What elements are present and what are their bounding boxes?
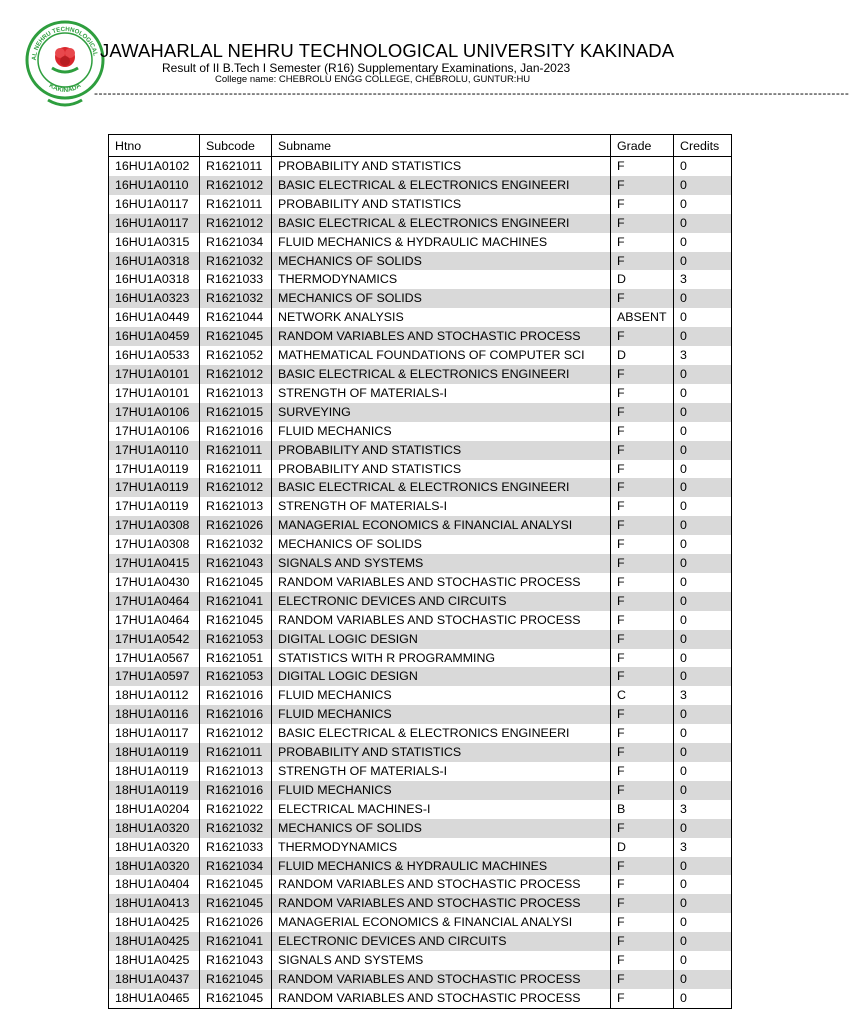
- table-row: [109, 233, 732, 252]
- credits-cell: 0: [674, 705, 732, 724]
- grade-cell: F: [611, 497, 674, 516]
- column-header-credits: Credits: [674, 135, 732, 157]
- credits-cell: 0: [674, 384, 732, 403]
- htno-cell: 17HU1A0119: [109, 460, 200, 479]
- page-title: JAWAHARLAL NEHRU TECHNOLOGICAL UNIVERSITY KAKINADA: [100, 40, 675, 61]
- subname-cell: PROBABILITY AND STATISTICS: [272, 460, 611, 479]
- credits-cell: 0: [674, 289, 732, 308]
- credits-cell: 0: [674, 233, 732, 252]
- subcode-cell: R1621032: [200, 535, 272, 554]
- htno-cell: 17HU1A0101: [109, 384, 200, 403]
- htno-cell: 16HU1A0315: [109, 233, 200, 252]
- htno-cell: 18HU1A0320: [109, 819, 200, 838]
- subname-cell: ELECTRICAL MACHINES-I: [272, 800, 611, 819]
- grade-cell: F: [611, 214, 674, 233]
- htno-cell: 16HU1A0318: [109, 270, 200, 289]
- grade-cell: F: [611, 611, 674, 630]
- htno-cell: 16HU1A0102: [109, 157, 200, 176]
- subcode-cell: R1621051: [200, 649, 272, 668]
- table-row: [109, 289, 732, 308]
- subname-cell: FLUID MECHANICS: [272, 705, 611, 724]
- subname-cell: MECHANICS OF SOLIDS: [272, 819, 611, 838]
- table-row: [109, 800, 732, 819]
- subcode-cell: R1621034: [200, 233, 272, 252]
- subname-cell: FLUID MECHANICS & HYDRAULIC MACHINES: [272, 233, 611, 252]
- subname-cell: PROBABILITY AND STATISTICS: [272, 441, 611, 460]
- subname-cell: THERMODYNAMICS: [272, 838, 611, 857]
- credits-cell: 0: [674, 875, 732, 894]
- table-row: [109, 686, 732, 705]
- credits-cell: 3: [674, 270, 732, 289]
- table-row: [109, 970, 732, 989]
- credits-cell: 0: [674, 422, 732, 441]
- credits-cell: 0: [674, 460, 732, 479]
- credits-cell: 0: [674, 667, 732, 686]
- subcode-cell: R1621045: [200, 611, 272, 630]
- table-row: [109, 894, 732, 913]
- grade-cell: F: [611, 819, 674, 838]
- htno-cell: 18HU1A0119: [109, 762, 200, 781]
- subname-cell: STRENGTH OF MATERIALS-I: [272, 384, 611, 403]
- htno-cell: 16HU1A0449: [109, 308, 200, 327]
- table-row: [109, 554, 732, 573]
- table-row: [109, 819, 732, 838]
- subcode-cell: R1621012: [200, 176, 272, 195]
- subname-cell: PROBABILITY AND STATISTICS: [272, 195, 611, 214]
- table-row: [109, 611, 732, 630]
- table-header-row: [109, 135, 732, 157]
- htno-cell: 16HU1A0459: [109, 327, 200, 346]
- subcode-cell: R1621011: [200, 460, 272, 479]
- subname-cell: RANDOM VARIABLES AND STOCHASTIC PROCESS: [272, 327, 611, 346]
- subcode-cell: R1621013: [200, 497, 272, 516]
- subcode-cell: R1621011: [200, 195, 272, 214]
- table-row: [109, 573, 732, 592]
- htno-cell: 17HU1A0119: [109, 478, 200, 497]
- table-row: [109, 743, 732, 762]
- credits-cell: 0: [674, 592, 732, 611]
- subname-cell: RANDOM VARIABLES AND STOCHASTIC PROCESS: [272, 875, 611, 894]
- htno-cell: 17HU1A0430: [109, 573, 200, 592]
- table-row: [109, 762, 732, 781]
- grade-cell: F: [611, 441, 674, 460]
- subname-cell: BASIC ELECTRICAL & ELECTRONICS ENGINEERI: [272, 724, 611, 743]
- table-row: [109, 460, 732, 479]
- table-row: [109, 875, 732, 894]
- grade-cell: F: [611, 176, 674, 195]
- results-table-body: [109, 157, 732, 1009]
- grade-cell: F: [611, 705, 674, 724]
- table-row: [109, 630, 732, 649]
- htno-cell: 17HU1A0101: [109, 365, 200, 384]
- credits-cell: 0: [674, 403, 732, 422]
- subname-cell: BASIC ELECTRICAL & ELECTRONICS ENGINEERI: [272, 478, 611, 497]
- table-row: [109, 989, 732, 1008]
- grade-cell: F: [611, 403, 674, 422]
- grade-cell: F: [611, 592, 674, 611]
- grade-cell: B: [611, 800, 674, 819]
- credits-cell: 0: [674, 724, 732, 743]
- grade-cell: F: [611, 875, 674, 894]
- credits-cell: 3: [674, 800, 732, 819]
- subcode-cell: R1621013: [200, 762, 272, 781]
- credits-cell: 0: [674, 535, 732, 554]
- header-separator: ------------------------------------------------------------------------------------------------------------------------------------------------------------------------: [94, 86, 849, 100]
- grade-cell: F: [611, 554, 674, 573]
- table-row: [109, 422, 732, 441]
- credits-cell: 0: [674, 611, 732, 630]
- table-row: [109, 592, 732, 611]
- table-row: [109, 535, 732, 554]
- subname-cell: FLUID MECHANICS: [272, 422, 611, 441]
- grade-cell: F: [611, 289, 674, 308]
- htno-cell: 17HU1A0106: [109, 403, 200, 422]
- htno-cell: 18HU1A0437: [109, 970, 200, 989]
- table-row: [109, 441, 732, 460]
- credits-cell: 3: [674, 686, 732, 705]
- htno-cell: 17HU1A0308: [109, 516, 200, 535]
- table-row: [109, 932, 732, 951]
- credits-cell: 0: [674, 441, 732, 460]
- grade-cell: F: [611, 743, 674, 762]
- credits-cell: 0: [674, 195, 732, 214]
- grade-cell: F: [611, 252, 674, 271]
- subname-cell: ELECTRONIC DEVICES AND CIRCUITS: [272, 932, 611, 951]
- subcode-cell: R1621032: [200, 819, 272, 838]
- grade-cell: F: [611, 762, 674, 781]
- subcode-cell: R1621013: [200, 384, 272, 403]
- column-header-htno: Htno: [109, 135, 200, 157]
- htno-cell: 16HU1A0117: [109, 195, 200, 214]
- credits-cell: 3: [674, 838, 732, 857]
- credits-cell: 0: [674, 932, 732, 951]
- subcode-cell: R1621026: [200, 516, 272, 535]
- htno-cell: 16HU1A0533: [109, 346, 200, 365]
- credits-cell: 0: [674, 554, 732, 573]
- subcode-cell: R1621045: [200, 573, 272, 592]
- subname-cell: DIGITAL LOGIC DESIGN: [272, 667, 611, 686]
- subcode-cell: R1621032: [200, 289, 272, 308]
- htno-cell: 18HU1A0119: [109, 781, 200, 800]
- table-row: [109, 384, 732, 403]
- credits-cell: 0: [674, 913, 732, 932]
- table-row: [109, 497, 732, 516]
- subname-cell: SIGNALS AND SYSTEMS: [272, 554, 611, 573]
- grade-cell: ABSENT: [611, 308, 674, 327]
- grade-cell: F: [611, 630, 674, 649]
- subname-cell: BASIC ELECTRICAL & ELECTRONICS ENGINEERI: [272, 176, 611, 195]
- subname-cell: MANAGERIAL ECONOMICS & FINANCIAL ANALYSI: [272, 913, 611, 932]
- subname-cell: FLUID MECHANICS: [272, 781, 611, 800]
- subname-cell: BASIC ELECTRICAL & ELECTRONICS ENGINEERI: [272, 214, 611, 233]
- subname-cell: ELECTRONIC DEVICES AND CIRCUITS: [272, 592, 611, 611]
- grade-cell: F: [611, 781, 674, 800]
- htno-cell: 17HU1A0597: [109, 667, 200, 686]
- credits-cell: 0: [674, 252, 732, 271]
- grade-cell: F: [611, 478, 674, 497]
- subname-cell: FLUID MECHANICS: [272, 686, 611, 705]
- subcode-cell: R1621016: [200, 781, 272, 800]
- table-row: [109, 252, 732, 271]
- subname-cell: THERMODYNAMICS: [272, 270, 611, 289]
- subcode-cell: R1621041: [200, 932, 272, 951]
- htno-cell: 18HU1A0404: [109, 875, 200, 894]
- results-table: [108, 134, 732, 1009]
- grade-cell: F: [611, 932, 674, 951]
- subcode-cell: R1621016: [200, 686, 272, 705]
- credits-cell: 0: [674, 781, 732, 800]
- table-row: [109, 195, 732, 214]
- subcode-cell: R1621011: [200, 743, 272, 762]
- credits-cell: 0: [674, 951, 732, 970]
- subcode-cell: R1621053: [200, 630, 272, 649]
- subcode-cell: R1621045: [200, 989, 272, 1008]
- subcode-cell: R1621045: [200, 875, 272, 894]
- credits-cell: 0: [674, 743, 732, 762]
- subcode-cell: R1621041: [200, 592, 272, 611]
- grade-cell: F: [611, 157, 674, 176]
- grade-cell: D: [611, 346, 674, 365]
- grade-cell: F: [611, 894, 674, 913]
- credits-cell: 0: [674, 894, 732, 913]
- subcode-cell: R1621052: [200, 346, 272, 365]
- subcode-cell: R1621012: [200, 214, 272, 233]
- subcode-cell: R1621016: [200, 705, 272, 724]
- subname-cell: MECHANICS OF SOLIDS: [272, 252, 611, 271]
- htno-cell: 17HU1A0567: [109, 649, 200, 668]
- logo-arc-text: AL NEHRU TECHNOLOGICAL: [30, 25, 99, 61]
- htno-cell: 18HU1A0204: [109, 800, 200, 819]
- table-row: [109, 403, 732, 422]
- credits-cell: 0: [674, 989, 732, 1008]
- subcode-cell: R1621033: [200, 838, 272, 857]
- grade-cell: F: [611, 233, 674, 252]
- htno-cell: 18HU1A0425: [109, 913, 200, 932]
- table-row: [109, 478, 732, 497]
- grade-cell: F: [611, 970, 674, 989]
- grade-cell: F: [611, 724, 674, 743]
- table-row: [109, 214, 732, 233]
- htno-cell: 16HU1A0117: [109, 214, 200, 233]
- table-row: [109, 838, 732, 857]
- subname-cell: MECHANICS OF SOLIDS: [272, 535, 611, 554]
- htno-cell: 17HU1A0110: [109, 441, 200, 460]
- table-row: [109, 857, 732, 876]
- table-row: [109, 667, 732, 686]
- college-name: College name: CHEBROLU ENGG COLLEGE, CHEBROLU, GUNTUR:HU: [215, 74, 531, 85]
- subname-cell: FLUID MECHANICS & HYDRAULIC MACHINES: [272, 857, 611, 876]
- subcode-cell: R1621053: [200, 667, 272, 686]
- grade-cell: F: [611, 384, 674, 403]
- htno-cell: 18HU1A0112: [109, 686, 200, 705]
- credits-cell: 0: [674, 857, 732, 876]
- table-row: [109, 649, 732, 668]
- table-row: [109, 724, 732, 743]
- credits-cell: 0: [674, 214, 732, 233]
- subcode-cell: R1621045: [200, 327, 272, 346]
- subname-cell: STRENGTH OF MATERIALS-I: [272, 497, 611, 516]
- credits-cell: 0: [674, 762, 732, 781]
- grade-cell: F: [611, 422, 674, 441]
- table-row: [109, 157, 732, 176]
- subcode-cell: R1621016: [200, 422, 272, 441]
- subcode-cell: R1621015: [200, 403, 272, 422]
- credits-cell: 0: [674, 365, 732, 384]
- htno-cell: 16HU1A0110: [109, 176, 200, 195]
- grade-cell: F: [611, 951, 674, 970]
- credits-cell: 0: [674, 516, 732, 535]
- grade-cell: F: [611, 535, 674, 554]
- grade-cell: F: [611, 573, 674, 592]
- subname-cell: MATHEMATICAL FOUNDATIONS OF COMPUTER SCI: [272, 346, 611, 365]
- htno-cell: 18HU1A0425: [109, 932, 200, 951]
- grade-cell: D: [611, 270, 674, 289]
- htno-cell: 18HU1A0320: [109, 857, 200, 876]
- grade-cell: F: [611, 460, 674, 479]
- credits-cell: 0: [674, 478, 732, 497]
- subcode-cell: R1621012: [200, 724, 272, 743]
- htno-cell: 18HU1A0119: [109, 743, 200, 762]
- subname-cell: RANDOM VARIABLES AND STOCHASTIC PROCESS: [272, 573, 611, 592]
- htno-cell: 16HU1A0318: [109, 252, 200, 271]
- column-header-subname: Subname: [272, 135, 611, 157]
- credits-cell: 0: [674, 497, 732, 516]
- subname-cell: SURVEYING: [272, 403, 611, 422]
- subcode-cell: R1621026: [200, 913, 272, 932]
- htno-cell: 17HU1A0542: [109, 630, 200, 649]
- htno-cell: 17HU1A0119: [109, 497, 200, 516]
- htno-cell: 17HU1A0464: [109, 611, 200, 630]
- grade-cell: F: [611, 649, 674, 668]
- subcode-cell: R1621012: [200, 478, 272, 497]
- subcode-cell: R1621043: [200, 951, 272, 970]
- subname-cell: MECHANICS OF SOLIDS: [272, 289, 611, 308]
- grade-cell: D: [611, 838, 674, 857]
- htno-cell: 18HU1A0465: [109, 989, 200, 1008]
- subname-cell: PROBABILITY AND STATISTICS: [272, 157, 611, 176]
- subname-cell: SIGNALS AND SYSTEMS: [272, 951, 611, 970]
- htno-cell: 18HU1A0116: [109, 705, 200, 724]
- grade-cell: C: [611, 686, 674, 705]
- credits-cell: 0: [674, 176, 732, 195]
- credits-cell: 0: [674, 157, 732, 176]
- subname-cell: PROBABILITY AND STATISTICS: [272, 743, 611, 762]
- credits-cell: 0: [674, 573, 732, 592]
- subcode-cell: R1621045: [200, 970, 272, 989]
- htno-cell: 17HU1A0464: [109, 592, 200, 611]
- credits-cell: 3: [674, 346, 732, 365]
- subcode-cell: R1621032: [200, 252, 272, 271]
- logo-arc-text-bottom: KAKINADA: [47, 82, 83, 94]
- grade-cell: F: [611, 516, 674, 535]
- table-row: [109, 365, 732, 384]
- subname-cell: RANDOM VARIABLES AND STOCHASTIC PROCESS: [272, 989, 611, 1008]
- grade-cell: F: [611, 857, 674, 876]
- table-row: [109, 516, 732, 535]
- subcode-cell: R1621044: [200, 308, 272, 327]
- table-row: [109, 308, 732, 327]
- credits-cell: 0: [674, 630, 732, 649]
- subname-cell: RANDOM VARIABLES AND STOCHASTIC PROCESS: [272, 894, 611, 913]
- table-row: [109, 705, 732, 724]
- subcode-cell: R1621043: [200, 554, 272, 573]
- htno-cell: 18HU1A0117: [109, 724, 200, 743]
- credits-cell: 0: [674, 970, 732, 989]
- grade-cell: F: [611, 667, 674, 686]
- subname-cell: RANDOM VARIABLES AND STOCHASTIC PROCESS: [272, 611, 611, 630]
- subname-cell: STRENGTH OF MATERIALS-I: [272, 762, 611, 781]
- column-header-grade: Grade: [611, 135, 674, 157]
- htno-cell: 17HU1A0106: [109, 422, 200, 441]
- subname-cell: STATISTICS WITH R PROGRAMMING: [272, 649, 611, 668]
- grade-cell: F: [611, 365, 674, 384]
- grade-cell: F: [611, 195, 674, 214]
- subcode-cell: R1621045: [200, 894, 272, 913]
- credits-cell: 0: [674, 308, 732, 327]
- table-row: [109, 270, 732, 289]
- subcode-cell: R1621012: [200, 365, 272, 384]
- subcode-cell: R1621011: [200, 157, 272, 176]
- subcode-cell: R1621022: [200, 800, 272, 819]
- table-row: [109, 913, 732, 932]
- grade-cell: F: [611, 989, 674, 1008]
- htno-cell: 16HU1A0323: [109, 289, 200, 308]
- table-row: [109, 327, 732, 346]
- table-row: [109, 951, 732, 970]
- htno-cell: 17HU1A0308: [109, 535, 200, 554]
- table-row: [109, 781, 732, 800]
- htno-cell: 18HU1A0413: [109, 894, 200, 913]
- subname-cell: NETWORK ANALYSIS: [272, 308, 611, 327]
- grade-cell: F: [611, 327, 674, 346]
- htno-cell: 18HU1A0425: [109, 951, 200, 970]
- subcode-cell: R1621033: [200, 270, 272, 289]
- table-row: [109, 346, 732, 365]
- table-row: [109, 176, 732, 195]
- subcode-cell: R1621011: [200, 441, 272, 460]
- credits-cell: 0: [674, 327, 732, 346]
- subcode-cell: R1621034: [200, 857, 272, 876]
- subname-cell: RANDOM VARIABLES AND STOCHASTIC PROCESS: [272, 970, 611, 989]
- subname-cell: DIGITAL LOGIC DESIGN: [272, 630, 611, 649]
- credits-cell: 0: [674, 649, 732, 668]
- subname-cell: MANAGERIAL ECONOMICS & FINANCIAL ANALYSI: [272, 516, 611, 535]
- exam-subtitle: Result of II B.Tech I Semester (R16) Supplementary Examinations, Jan-2023: [162, 61, 571, 75]
- subname-cell: BASIC ELECTRICAL & ELECTRONICS ENGINEERI: [272, 365, 611, 384]
- htno-cell: 17HU1A0415: [109, 554, 200, 573]
- credits-cell: 0: [674, 819, 732, 838]
- grade-cell: F: [611, 913, 674, 932]
- column-header-subcode: Subcode: [200, 135, 272, 157]
- htno-cell: 18HU1A0320: [109, 838, 200, 857]
